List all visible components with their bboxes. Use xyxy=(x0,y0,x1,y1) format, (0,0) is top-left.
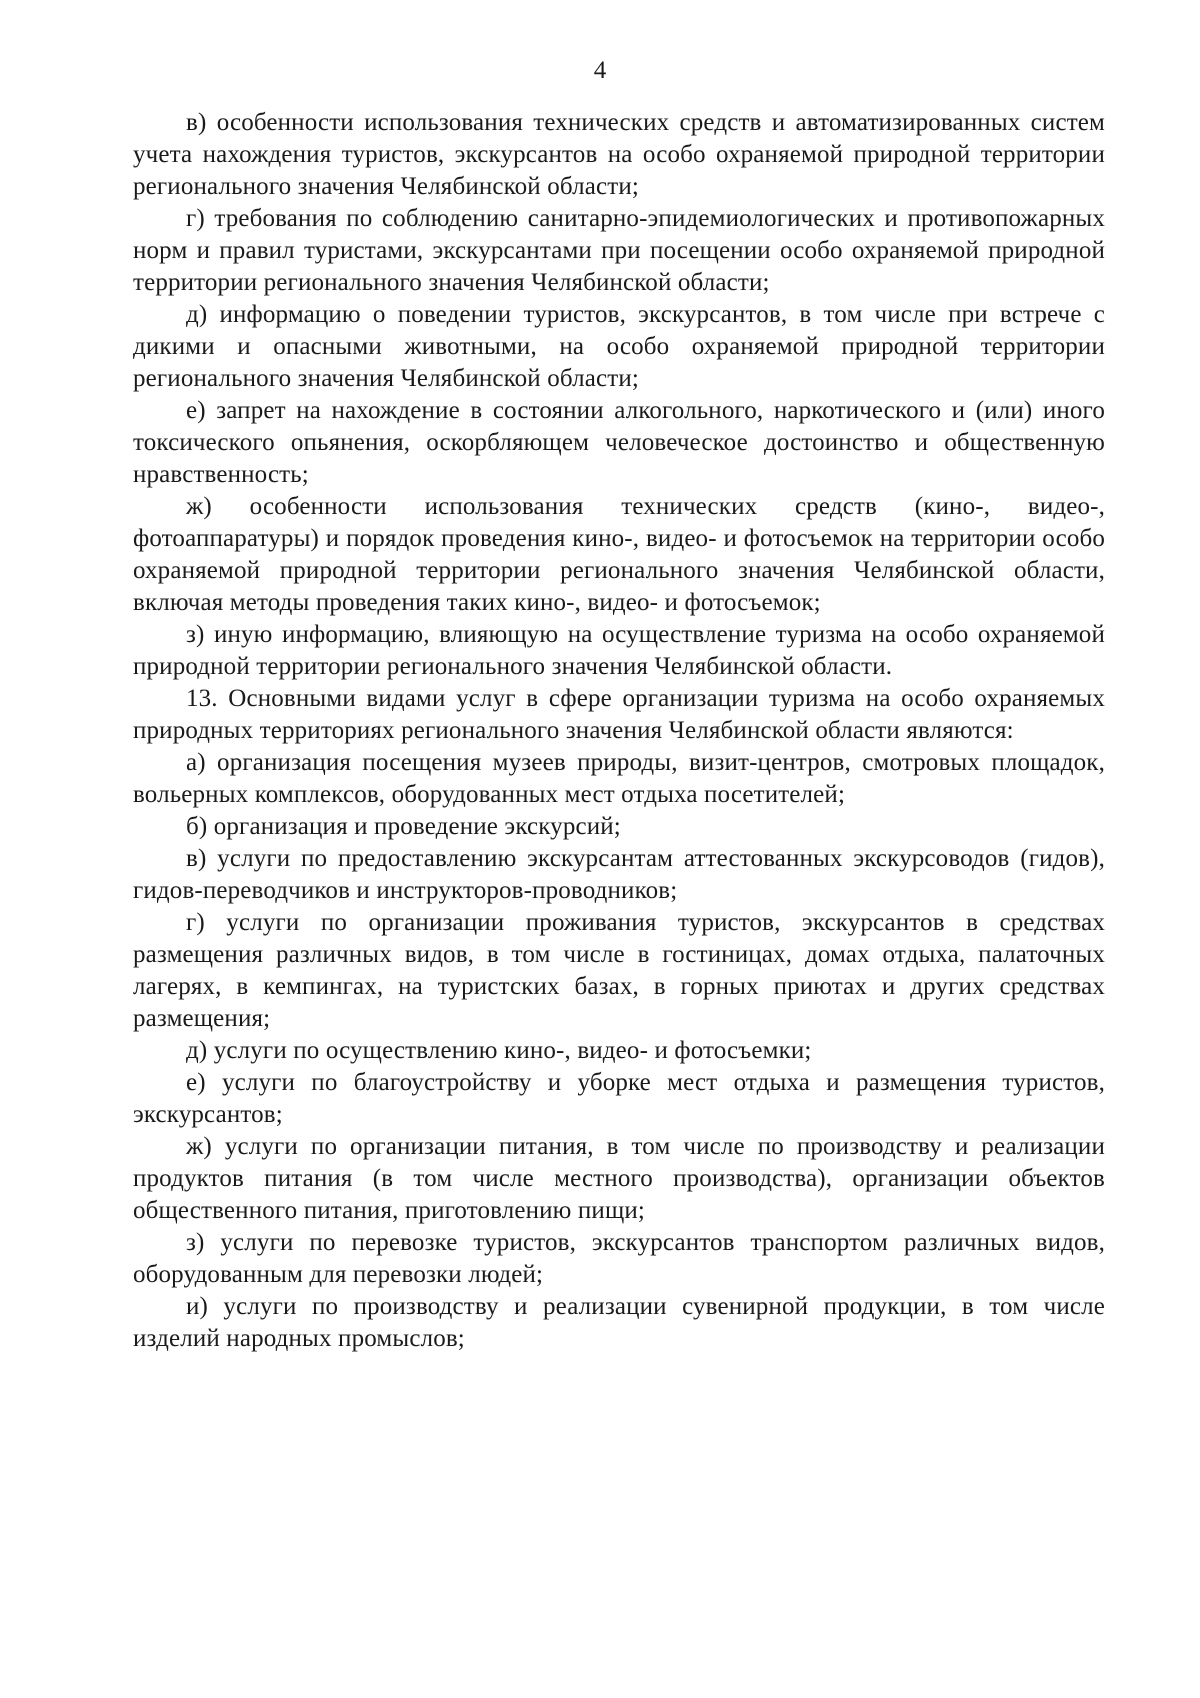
paragraph-item-e: е) запрет на нахождение в состоянии алкогольного, наркотического и (или) иного токсического опьянения, оскорбляющем человеческое достоинство и общественную нравственность; xyxy=(133,397,1105,488)
paragraph-clause-13: 13. Основными видами услуг в сфере организации туризма на особо охраняемых природных территориях регионального значения Челябинской области являются: xyxy=(133,685,1105,744)
paragraph-item-z: з) иную информацию, влияющую на осуществление туризма на особо охраняемой природной территории регионального значения Челябинской области. xyxy=(133,621,1105,680)
service-item-zh: ж) услуги по организации питания, в том числе по производству и реализации продуктов питания (в том числе местного производства), организации объектов общественного питания, приготовлению пищи; xyxy=(133,1133,1105,1224)
service-item-v: в) услуги по предоставлению экскурсантам аттестованных экскурсоводов (гидов), гидов-переводчиков и инструкторов-проводников; xyxy=(133,845,1105,904)
paragraph-item-v: в) особенности использования технических средств и автоматизированных систем учета нахождения туристов, экскурсантов на особо охраняемой природной территории регионального значения Челябинской области; xyxy=(133,109,1105,200)
page-number: 4 xyxy=(593,57,607,84)
service-item-a: а) организация посещения музеев природы, визит-центров, смотровых площадок, вольерных комплексов, оборудованных мест отдыха посетителей; xyxy=(133,749,1105,808)
paragraph-item-d: д) информацию о поведении туристов, экскурсантов, в том числе при встрече с дикими и опасными животными, на особо охраняемой природной территории регионального значения Челябинской области; xyxy=(133,301,1105,392)
paragraph-item-g: г) требования по соблюдению санитарно-эпидемиологических и противопожарных норм и правил туристами, экскурсантами при посещении особо охраняемой природной территории регионального значения Челябинской области; xyxy=(133,205,1105,296)
service-item-e: е) услуги по благоустройству и уборке мест отдыха и размещения туристов, экскурсантов; xyxy=(133,1069,1105,1128)
service-item-g: г) услуги по организации проживания туристов, экскурсантов в средствах размещения различных видов, в том числе в гостиницах, домах отдыха, палаточных лагерях, в кемпингах, на туристских базах, в горных приютах и других средствах размещения; xyxy=(133,909,1105,1032)
paragraph-item-zh: ж) особенности использования технических средств (кино-, видео-, фотоаппаратуры) и порядок проведения кино-, видео- и фотосъемок на территории особо охраняемой природной территории регионального значения Челябинской области, включая методы проведения таких кино-, видео- и фотосъемок; xyxy=(133,493,1105,616)
service-item-d: д) услуги по осуществлению кино-, видео- и фотосъемки; xyxy=(186,1037,812,1064)
service-item-z: з) услуги по перевозке туристов, экскурсантов транспортом различных видов, оборудованным для перевозки людей; xyxy=(133,1229,1105,1288)
service-item-b: б) организация и проведение экскурсий; xyxy=(186,813,621,840)
document-body xyxy=(133,107,1105,1355)
service-item-i: и) услуги по производству и реализации сувенирной продукции, в том числе изделий народных промыслов; xyxy=(133,1293,1105,1352)
